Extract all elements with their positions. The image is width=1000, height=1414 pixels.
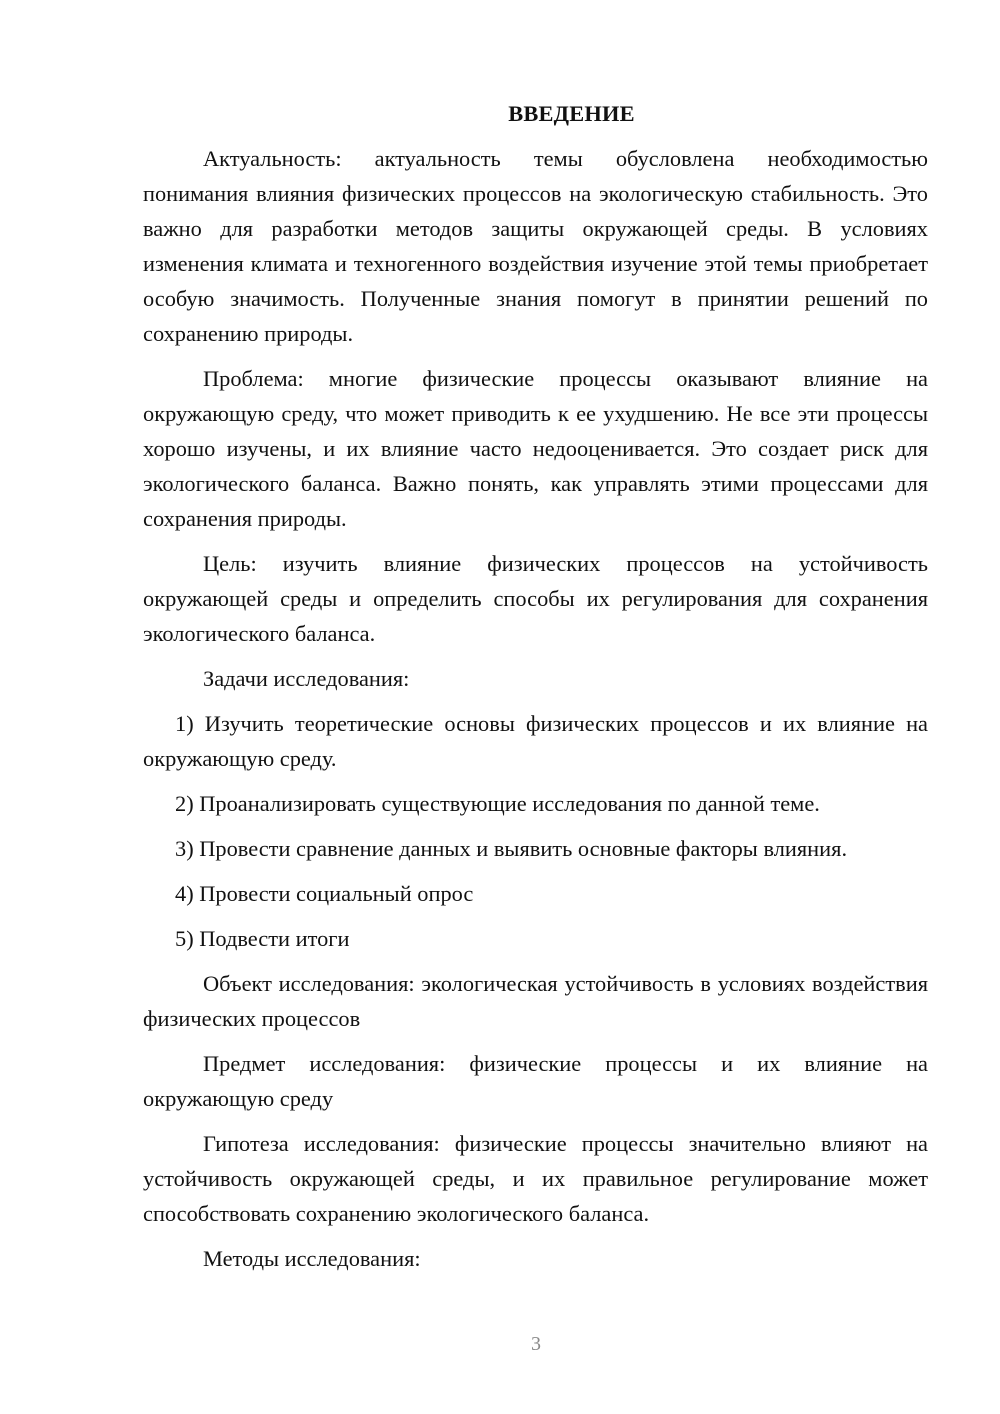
- page-content: [143, 96, 928, 1276]
- paragraph-object: Объект исследования: экологическая устойчивость в условиях воздействия физических процессов: [143, 971, 928, 1031]
- task-list-item: 4) Провести социальный опрос: [175, 881, 474, 906]
- page-heading: ВВЕДЕНИЕ: [508, 101, 635, 126]
- paragraph-relevance: Актуальность: актуальность темы обусловлена необходимостью понимания влияния физических процессов на экологическую стабильность. Это важно для разработки методов защиты окружающей среды. В условиях изменения климата и техногенного воздействия изучение этой темы приобретает особую значимость. Полученные знания помогут в принятии решений по сохранению природы.: [143, 146, 928, 346]
- paragraph-problem: Проблема: многие физические процессы оказывают влияние на окружающую среду, что может приводить к ее ухудшению. Не все эти процессы хорошо изучены, и их влияние часто недооценивается. Это создает риск для экологического баланса. Важно понять, как управлять этими процессами для сохранения природы.: [143, 366, 928, 531]
- paragraph-hypothesis: Гипотеза исследования: физические процессы значительно влияют на устойчивость окружающей среды, и их правильное регулирование может способствовать сохранению экологического баланса.: [143, 1131, 928, 1226]
- task-list-item: 1) Изучить теоретические основы физических процессов и их влияние на окружающую среду.: [143, 711, 928, 771]
- task-list-item: 2) Проанализировать существующие исследования по данной теме.: [175, 791, 820, 816]
- task-list-item: 5) Подвести итоги: [175, 926, 350, 951]
- task-list-item: 3) Провести сравнение данных и выявить основные факторы влияния.: [175, 836, 848, 861]
- paragraph-goal: Цель: изучить влияние физических процессов на устойчивость окружающей среды и определить способы их регулирования для сохранения экологического баланса.: [143, 551, 928, 646]
- page-number: 3: [531, 1333, 541, 1355]
- paragraph-methods-title: Методы исследования:: [203, 1246, 421, 1271]
- paragraph-subject: Предмет исследования: физические процессы и их влияние на окружающую среду: [143, 1051, 928, 1111]
- paragraph-tasks-title: Задачи исследования:: [203, 666, 410, 691]
